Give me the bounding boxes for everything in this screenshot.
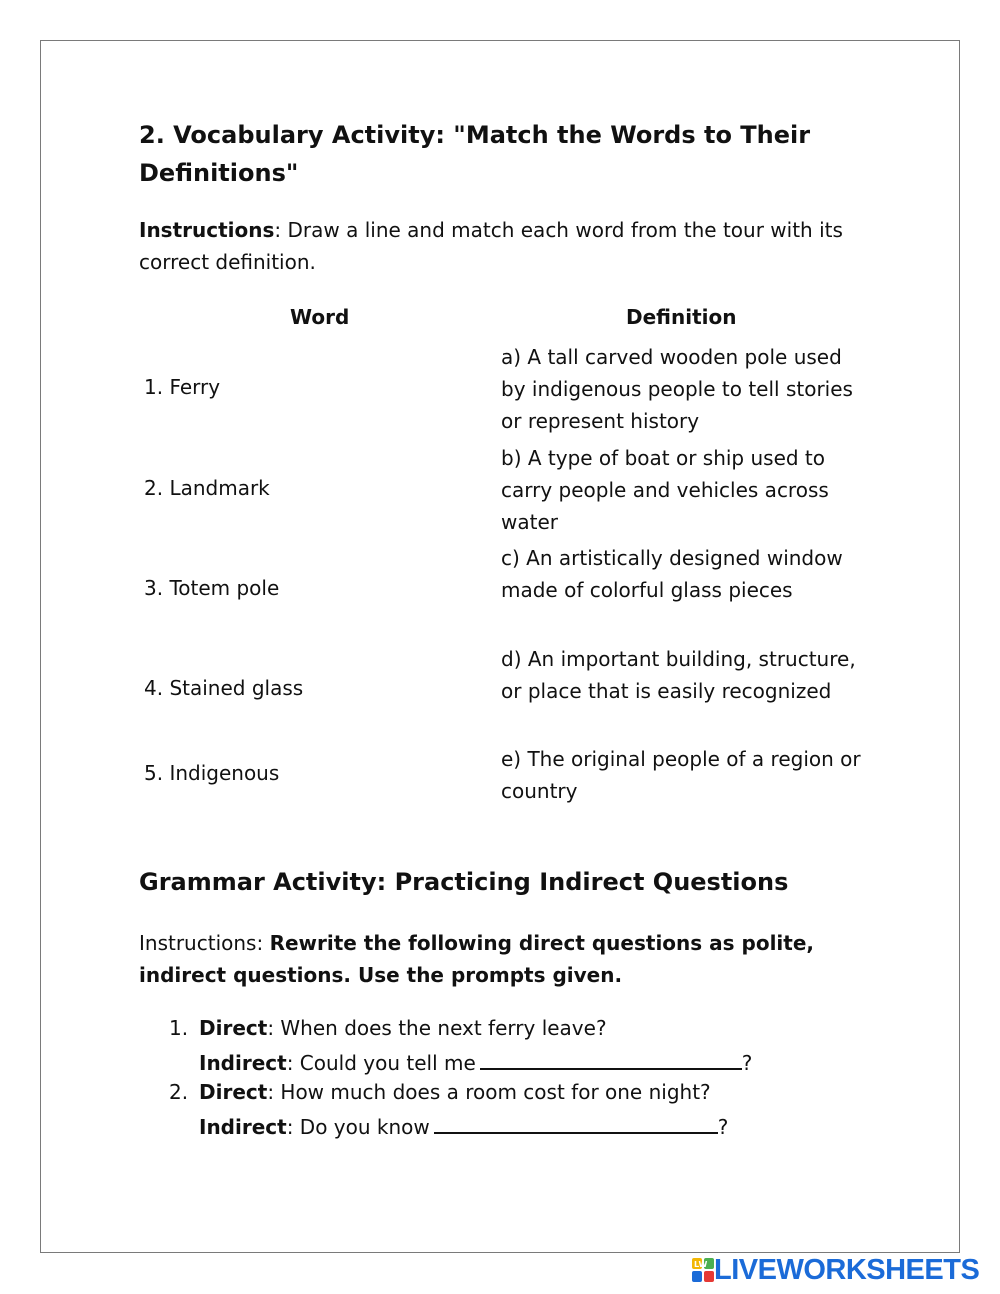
definition-item[interactable]: a) A tall carved wooden pole used by indigenous people to tell stories or represent history	[501, 345, 853, 433]
indirect-text: : Could you tell me	[286, 1051, 476, 1075]
indirect-text: : Do you know	[286, 1115, 430, 1139]
indirect-label: Indirect	[199, 1051, 287, 1075]
vocabulary-activity-title: 2. Vocabulary Activity: "Match the Words to Their Definitions"	[139, 121, 811, 187]
direct-label: Direct	[199, 1016, 268, 1040]
direct-label: Direct	[199, 1080, 268, 1104]
grammar-instructions-text: Rewrite the following direct questions as polite, indirect questions. Use the prompts given.	[139, 931, 814, 987]
indirect-question	[199, 1048, 752, 1075]
answer-blank[interactable]	[480, 1048, 742, 1070]
word-item[interactable]: 3. Totem pole	[144, 576, 280, 600]
question-mark: ?	[741, 1051, 753, 1075]
question-number: 1.	[169, 1016, 189, 1040]
definition-item[interactable]: b) A type of boat or ship used to carry people and vehicles across water	[501, 446, 829, 534]
direct-question	[199, 1080, 711, 1104]
instructions-text: : Draw a line and match each word from the tour with its correct definition.	[139, 218, 843, 274]
liveworksheets-brand: LIVEWORKSHEETS	[714, 1253, 980, 1286]
word-item[interactable]: 4. Stained glass	[144, 676, 304, 700]
answer-blank[interactable]	[434, 1112, 718, 1134]
liveworksheets-logo-icon	[692, 1258, 714, 1282]
word-column-header: Word	[290, 305, 350, 329]
word-item[interactable]: 1. Ferry	[144, 375, 221, 399]
definition-column-header: Definition	[626, 305, 737, 329]
word-item[interactable]: 5. Indigenous	[144, 761, 280, 785]
indirect-label: Indirect	[199, 1115, 287, 1139]
grammar-activity-title: Grammar Activity: Practicing Indirect Questions	[139, 868, 789, 896]
liveworksheets-logo	[692, 1255, 979, 1285]
question-mark: ?	[717, 1115, 729, 1139]
grammar-instructions	[139, 927, 879, 991]
word-item[interactable]: 2. Landmark	[144, 476, 270, 500]
definition-item[interactable]: d) An important building, structure, or place that is easily recognized	[501, 647, 856, 703]
definition-item[interactable]: e) The original people of a region or country	[501, 747, 861, 803]
direct-text: : When does the next ferry leave?	[267, 1016, 607, 1040]
direct-question	[199, 1016, 607, 1040]
indirect-question	[199, 1112, 728, 1139]
definition-item[interactable]: c) An artistically designed window made of colorful glass pieces	[501, 546, 843, 602]
direct-text: : How much does a room cost for one night?	[267, 1080, 711, 1104]
grammar-instructions-label: Instructions:	[139, 931, 264, 955]
instructions-label: Instructions	[139, 218, 275, 242]
vocabulary-instructions	[139, 214, 879, 278]
logo-letters: LW	[694, 1260, 708, 1269]
question-number: 2.	[169, 1080, 189, 1104]
